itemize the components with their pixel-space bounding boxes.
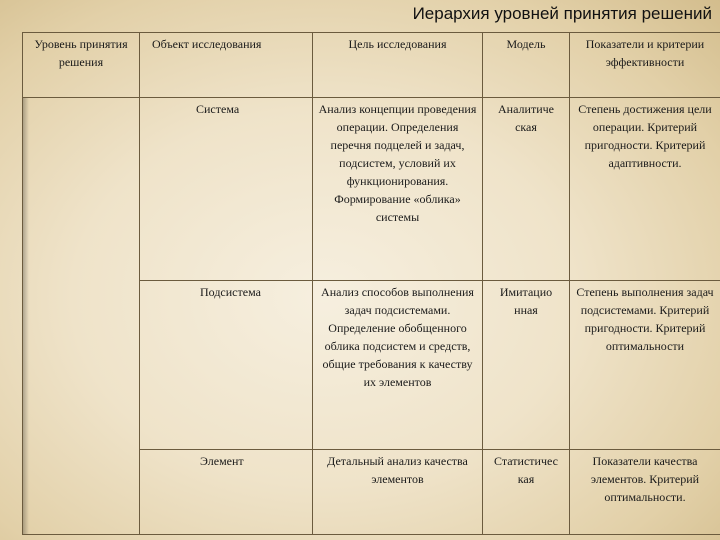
criteria-cell: Степень выполнения задач подсистемами. Критерий пригодности. Критерий оптимальности	[570, 281, 720, 450]
header-model: Модель	[483, 33, 570, 98]
hierarchy-table	[22, 32, 720, 535]
header-object: Объект исследования	[140, 33, 313, 98]
object-cell: Элемент	[140, 450, 313, 535]
table-header-row	[23, 33, 720, 98]
header-level: Уровень принятия решения	[23, 33, 140, 98]
model-cell: Имитацио нная	[483, 281, 570, 450]
criteria-cell: Показатели качества элементов. Критерий оптимальности.	[570, 450, 720, 535]
level-cell	[23, 98, 140, 535]
object-cell: Подсистема	[140, 281, 313, 450]
goal-cell: Анализ концепции проведения операции. Определения перечня подцелей и задач, подсистем, условий их функционирования. Формирование «облика» системы	[313, 98, 483, 281]
header-goal: Цель исследования	[313, 33, 483, 98]
table-row	[23, 98, 720, 281]
slide-title: Иерархия уровней принятия решений	[412, 4, 712, 23]
criteria-cell: Степень достижения цели операции. Критерий пригодности. Критерий адаптивности.	[570, 98, 720, 281]
model-cell: Статистичес кая	[483, 450, 570, 535]
goal-cell: Детальный анализ качества элементов	[313, 450, 483, 535]
model-cell: Аналитиче ская	[483, 98, 570, 281]
object-cell: Система	[140, 98, 313, 281]
goal-cell: Анализ способов выполнения задач подсистемами. Определение обобщенного облика подсистем и средств, общие требования к качеству их элементов	[313, 281, 483, 450]
header-criteria: Показатели и критерии эффективности	[570, 33, 720, 98]
